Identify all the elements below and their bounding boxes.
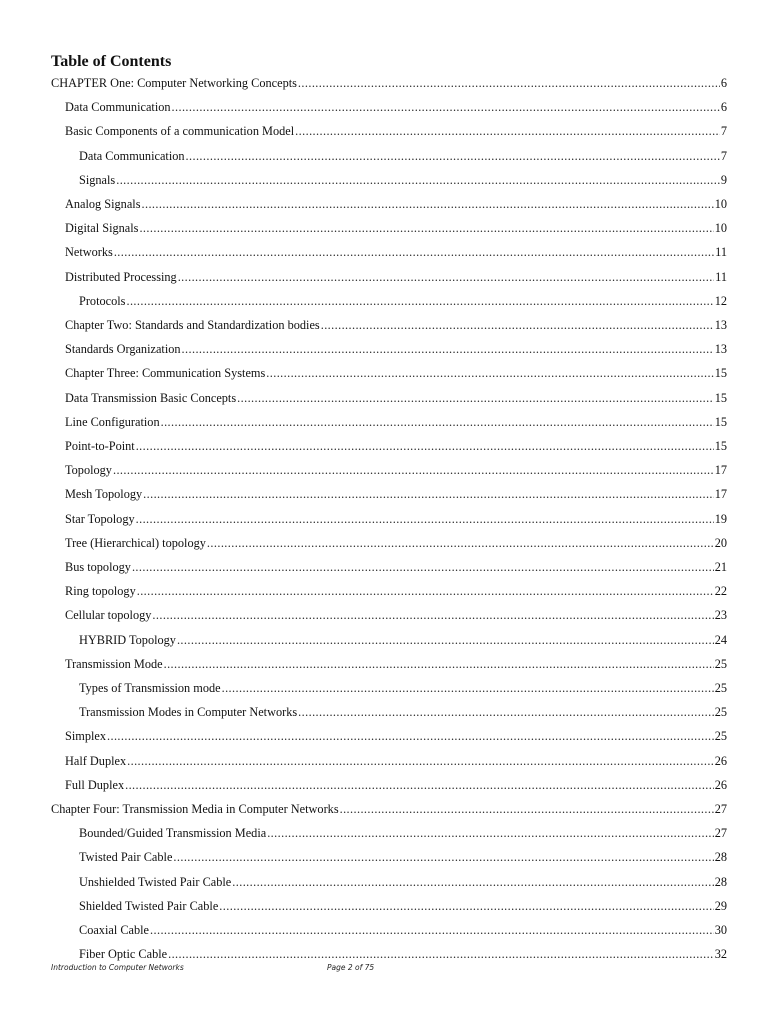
dot-leader: [137, 584, 714, 599]
toc-entry-label: Transmission Modes in Computer Networks: [79, 705, 298, 720]
dot-leader: [182, 342, 714, 357]
toc-entry-page-number: 32: [714, 947, 727, 962]
toc-entry[interactable]: [79, 920, 727, 938]
toc-entry[interactable]: [51, 799, 727, 817]
toc-entry-page-number: 25: [714, 681, 727, 695]
toc-entry-label: Transmission Mode: [65, 656, 163, 671]
toc-entry-label: Ring topology: [65, 584, 136, 599]
toc-entry-label: Fiber Optic Cable: [79, 947, 168, 962]
toc-entry-page-number: 15: [714, 439, 727, 453]
toc-entry-label: Chapter Three: Communication Systems: [65, 366, 266, 381]
toc-entry[interactable]: [65, 436, 727, 454]
toc-entry-label: Data Communication: [65, 100, 171, 115]
toc-entry-label: Shielded Twisted Pair Cable: [79, 898, 219, 913]
toc-title: Table of Contents: [51, 53, 172, 70]
toc-entry-page-number: 6: [720, 100, 727, 115]
toc-entry-page-number: 29: [714, 898, 727, 913]
toc-entry-page-number: 17: [714, 463, 727, 478]
toc-entry[interactable]: [65, 726, 727, 744]
toc-entry-label: Star Topology: [65, 511, 135, 526]
toc-entry[interactable]: [65, 533, 727, 551]
toc-entry-page-number: 10: [714, 197, 727, 211]
toc-entry[interactable]: [79, 170, 727, 188]
dot-leader: [168, 947, 714, 962]
toc-entry-label: Data Communication: [79, 148, 185, 163]
toc-entry-label: Mesh Topology: [65, 487, 143, 502]
toc-entry-page-number: 13: [714, 342, 727, 357]
toc-entry[interactable]: [65, 218, 727, 236]
toc-entry[interactable]: [79, 291, 727, 309]
toc-entry-page-number: 30: [714, 923, 727, 937]
toc-entry[interactable]: [79, 702, 727, 720]
dot-leader: [222, 681, 714, 696]
toc-entry[interactable]: [65, 315, 727, 333]
toc-entry-label: Types of Transmission mode: [79, 681, 221, 695]
toc-entry-label: Bounded/Guided Transmission Media: [79, 826, 267, 841]
dot-leader: [177, 633, 714, 648]
toc-entry-page-number: 15: [714, 414, 727, 429]
toc-entry-page-number: 26: [714, 777, 727, 792]
toc-entry-page-number: 15: [714, 366, 727, 381]
toc-entry-page-number: 22: [714, 584, 727, 599]
toc-entry-page-number: 7: [720, 148, 727, 163]
toc-entry-label: Point-to-Point: [65, 439, 135, 453]
dot-leader: [266, 366, 713, 381]
toc-entry[interactable]: [65, 751, 727, 769]
dot-leader: [142, 197, 714, 212]
toc-entry-label: Twisted Pair Cable: [79, 850, 173, 865]
dot-leader: [232, 875, 713, 890]
dot-leader: [132, 560, 714, 575]
toc-entry-page-number: 7: [720, 124, 727, 139]
toc-entry[interactable]: [65, 363, 727, 381]
toc-entry[interactable]: [65, 194, 727, 212]
toc-entry-label: Line Configuration: [65, 414, 160, 429]
toc-entry[interactable]: [65, 509, 727, 527]
toc-entry-page-number: 25: [714, 705, 727, 720]
toc-entry-label: Topology: [65, 463, 112, 478]
toc-entry-page-number: 27: [714, 802, 727, 816]
toc-entry-page-number: 19: [714, 511, 727, 526]
toc-entry-label: Protocols: [79, 293, 126, 308]
toc-entry-label: Tree (Hierarchical) topology: [65, 535, 206, 550]
toc-entry-label: Half Duplex: [65, 753, 127, 768]
toc-entry[interactable]: [65, 460, 727, 478]
dot-leader: [295, 124, 720, 139]
dot-leader: [152, 608, 713, 623]
toc-entry[interactable]: [65, 121, 727, 139]
toc-entry-page-number: 23: [714, 608, 727, 623]
toc-entry-page-number: 25: [714, 656, 727, 671]
toc-entry[interactable]: [79, 678, 727, 696]
dot-leader: [186, 149, 720, 164]
toc-entry-label: Unshielded Twisted Pair Cable: [79, 874, 232, 889]
toc-entry-page-number: 17: [714, 487, 727, 502]
toc-entry-page-number: 26: [714, 753, 727, 768]
toc-entry[interactable]: [65, 412, 727, 430]
dot-leader: [150, 923, 714, 938]
dot-leader: [136, 439, 714, 454]
toc-entry-label: Bus topology: [65, 560, 131, 574]
dot-leader: [139, 221, 713, 236]
dot-leader: [126, 294, 713, 309]
toc-entry[interactable]: [79, 847, 727, 865]
dot-leader: [116, 173, 720, 188]
dot-leader: [114, 245, 714, 260]
toc-entry-page-number: 21: [714, 560, 727, 574]
toc-entry[interactable]: [65, 242, 727, 260]
toc-entry-page-number: 24: [714, 632, 727, 647]
toc-entry-page-number: 25: [714, 729, 727, 744]
toc-entry-label: Networks: [65, 245, 113, 260]
dot-leader: [219, 899, 713, 914]
page-footer: [51, 963, 727, 977]
toc-entry[interactable]: [65, 581, 727, 599]
dot-leader: [321, 318, 714, 333]
dot-leader: [267, 826, 714, 841]
toc-entry-label: HYBRID Topology: [79, 632, 176, 647]
dot-leader: [298, 76, 720, 91]
toc-entry[interactable]: [79, 872, 727, 890]
toc-entry-page-number: 27: [714, 826, 727, 841]
toc-entry[interactable]: [65, 388, 727, 406]
dot-leader: [207, 536, 714, 551]
toc-entry-page-number: 28: [714, 850, 727, 865]
toc-entry[interactable]: [65, 557, 727, 575]
toc-entry-page-number: 28: [714, 874, 727, 889]
dot-leader: [161, 415, 714, 430]
toc-entry[interactable]: [51, 73, 727, 91]
footer-page-number: Page 2 of 75: [327, 963, 375, 972]
toc-entry-label: Cellular topology: [65, 608, 152, 623]
dot-leader: [237, 391, 714, 406]
footer-document-title: Introduction to Computer Networks: [51, 963, 184, 972]
toc-entry-label: Distributed Processing: [65, 269, 177, 284]
toc-entry-page-number: 20: [714, 535, 727, 550]
toc-entry-page-number: 6: [720, 76, 727, 90]
dot-leader: [173, 850, 713, 865]
toc-entry-label: Full Duplex: [65, 777, 125, 792]
toc-entry-label: Analog Signals: [65, 197, 141, 211]
toc-entry-label: Signals: [79, 172, 116, 187]
toc-entry-label: Coaxial Cable: [79, 923, 150, 937]
dot-leader: [340, 802, 714, 817]
toc-entry-page-number: 13: [714, 318, 727, 332]
toc-entry[interactable]: [65, 267, 727, 285]
toc-entry-label: Simplex: [65, 729, 106, 744]
toc-entry-label: Standards Organization: [65, 342, 181, 357]
toc-entry[interactable]: [79, 823, 727, 841]
toc-entry-page-number: 9: [720, 172, 727, 187]
toc-entry-label: Chapter Two: Standards and Standardization bodies: [65, 318, 320, 332]
toc-entry-page-number: 12: [714, 293, 727, 308]
dot-leader: [178, 270, 714, 285]
toc-entry[interactable]: [65, 339, 727, 357]
toc-entry-page-number: 11: [715, 269, 727, 284]
dot-leader: [164, 657, 714, 672]
dot-leader: [172, 100, 720, 115]
toc-entry-page-number: 15: [714, 390, 727, 405]
toc-entry[interactable]: [79, 630, 727, 648]
dot-leader: [125, 778, 714, 793]
dot-leader: [143, 487, 714, 502]
toc-entry-label: Basic Components of a communication Model: [65, 124, 295, 139]
toc-entry-page-number: 10: [714, 221, 727, 236]
dot-leader: [136, 512, 714, 527]
toc-entry[interactable]: [79, 146, 727, 164]
toc-entry[interactable]: [79, 944, 727, 962]
toc-entry[interactable]: [65, 775, 727, 793]
toc-entry[interactable]: [79, 896, 727, 914]
dot-leader: [113, 463, 714, 478]
toc-entry-label: Data Transmission Basic Concepts: [65, 390, 237, 405]
dot-leader: [298, 705, 714, 720]
dot-leader: [107, 729, 714, 744]
toc-entry[interactable]: [65, 654, 727, 672]
toc-entry-label: Digital Signals: [65, 221, 139, 236]
toc-entry-page-number: 11: [715, 245, 727, 260]
dot-leader: [127, 754, 714, 769]
toc-entry-label: CHAPTER One: Computer Networking Concepts: [51, 76, 297, 90]
toc-entry[interactable]: [65, 97, 727, 115]
toc-entry[interactable]: [65, 484, 727, 502]
toc-entry-label: Chapter Four: Transmission Media in Computer Networks: [51, 802, 339, 816]
toc-entry[interactable]: [65, 605, 727, 623]
